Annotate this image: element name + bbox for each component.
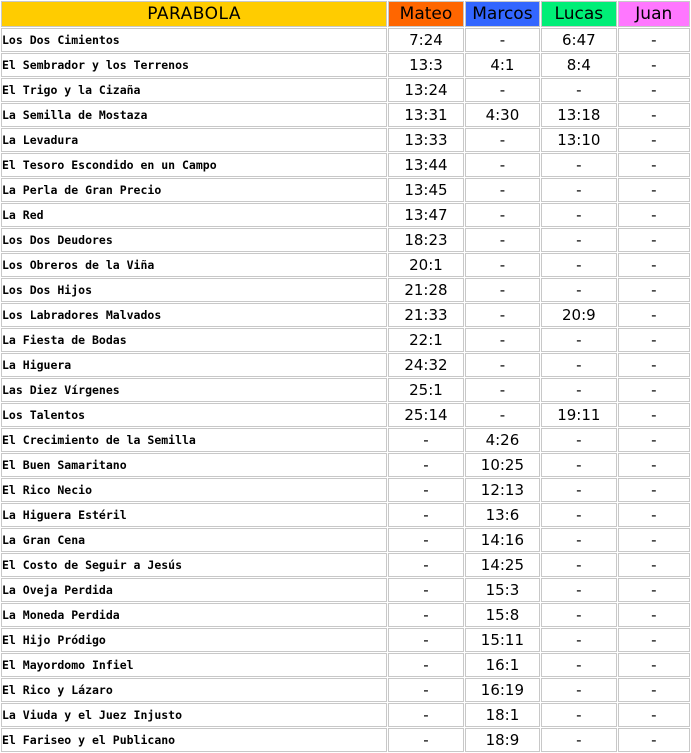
table-row xyxy=(1,703,690,727)
lucas-reference-cell: - xyxy=(541,553,616,577)
marcos-reference-cell: 15:3 xyxy=(465,578,540,602)
lucas-reference-cell: - xyxy=(541,178,616,202)
parable-name-cell: El Tesoro Escondido en un Campo xyxy=(1,153,387,177)
mateo-reference-cell: - xyxy=(388,653,463,677)
mateo-reference-cell: - xyxy=(388,578,463,602)
mateo-reference-cell: 18:23 xyxy=(388,228,463,252)
header-parable: PARABOLA xyxy=(1,1,387,27)
marcos-reference-cell: - xyxy=(465,253,540,277)
juan-reference-cell: - xyxy=(618,678,690,702)
parable-name-cell: La Red xyxy=(1,203,387,227)
mateo-reference-cell: - xyxy=(388,478,463,502)
juan-reference-cell: - xyxy=(618,253,690,277)
juan-reference-cell: - xyxy=(618,728,690,752)
juan-reference-cell: - xyxy=(618,53,690,77)
marcos-reference-cell: - xyxy=(465,403,540,427)
lucas-reference-cell: - xyxy=(541,503,616,527)
marcos-reference-cell: - xyxy=(465,278,540,302)
juan-reference-cell: - xyxy=(618,328,690,352)
mateo-reference-cell: - xyxy=(388,628,463,652)
table-row xyxy=(1,528,690,552)
mateo-reference-cell: 13:31 xyxy=(388,103,463,127)
table-row xyxy=(1,153,690,177)
lucas-reference-cell: - xyxy=(541,78,616,102)
table-row xyxy=(1,253,690,277)
parable-name-cell: La Perla de Gran Precio xyxy=(1,178,387,202)
table-row xyxy=(1,103,690,127)
parable-name-cell: La Moneda Perdida xyxy=(1,603,387,627)
juan-reference-cell: - xyxy=(618,478,690,502)
juan-reference-cell: - xyxy=(618,653,690,677)
mateo-reference-cell: 13:24 xyxy=(388,78,463,102)
lucas-reference-cell: - xyxy=(541,603,616,627)
juan-reference-cell: - xyxy=(618,353,690,377)
lucas-reference-cell: - xyxy=(541,528,616,552)
juan-reference-cell: - xyxy=(618,28,690,52)
mateo-reference-cell: - xyxy=(388,553,463,577)
header-marcos: Marcos xyxy=(465,1,540,27)
parable-name-cell: La Oveja Perdida xyxy=(1,578,387,602)
parable-name-cell: La Higuera Estéril xyxy=(1,503,387,527)
marcos-reference-cell: - xyxy=(465,78,540,102)
parable-name-cell: La Gran Cena xyxy=(1,528,387,552)
table-row xyxy=(1,53,690,77)
parable-name-cell: Los Obreros de la Viña xyxy=(1,253,387,277)
header-juan: Juan xyxy=(618,1,690,27)
parable-name-cell: El Rico Necio xyxy=(1,478,387,502)
marcos-reference-cell: - xyxy=(465,28,540,52)
lucas-reference-cell: - xyxy=(541,428,616,452)
lucas-reference-cell: 20:9 xyxy=(541,303,616,327)
juan-reference-cell: - xyxy=(618,428,690,452)
table-row xyxy=(1,203,690,227)
mateo-reference-cell: 21:28 xyxy=(388,278,463,302)
mateo-reference-cell: 25:14 xyxy=(388,403,463,427)
marcos-reference-cell: 14:25 xyxy=(465,553,540,577)
lucas-reference-cell: 13:18 xyxy=(541,103,616,127)
table-row xyxy=(1,178,690,202)
parable-name-cell: La Semilla de Mostaza xyxy=(1,103,387,127)
parable-name-cell: Los Dos Cimientos xyxy=(1,28,387,52)
parable-name-cell: El Rico y Lázaro xyxy=(1,678,387,702)
marcos-reference-cell: - xyxy=(465,303,540,327)
parable-name-cell: Los Dos Hijos xyxy=(1,278,387,302)
table-row xyxy=(1,553,690,577)
lucas-reference-cell: - xyxy=(541,353,616,377)
parable-name-cell: La Levadura xyxy=(1,128,387,152)
table-row xyxy=(1,728,690,752)
lucas-reference-cell: - xyxy=(541,728,616,752)
parable-name-cell: La Fiesta de Bodas xyxy=(1,328,387,352)
parable-name-cell: El Sembrador y los Terrenos xyxy=(1,53,387,77)
marcos-reference-cell: 14:16 xyxy=(465,528,540,552)
juan-reference-cell: - xyxy=(618,153,690,177)
lucas-reference-cell: - xyxy=(541,628,616,652)
table-row xyxy=(1,353,690,377)
lucas-reference-cell: - xyxy=(541,653,616,677)
marcos-reference-cell: 15:11 xyxy=(465,628,540,652)
marcos-reference-cell: 16:1 xyxy=(465,653,540,677)
mateo-reference-cell: - xyxy=(388,703,463,727)
juan-reference-cell: - xyxy=(618,578,690,602)
mateo-reference-cell: - xyxy=(388,678,463,702)
lucas-reference-cell: - xyxy=(541,153,616,177)
parable-name-cell: Los Labradores Malvados xyxy=(1,303,387,327)
table-row xyxy=(1,503,690,527)
lucas-reference-cell: - xyxy=(541,328,616,352)
marcos-reference-cell: 18:1 xyxy=(465,703,540,727)
juan-reference-cell: - xyxy=(618,78,690,102)
header-lucas: Lucas xyxy=(541,1,616,27)
juan-reference-cell: - xyxy=(618,128,690,152)
lucas-reference-cell: - xyxy=(541,378,616,402)
juan-reference-cell: - xyxy=(618,228,690,252)
parable-name-cell: Los Talentos xyxy=(1,403,387,427)
juan-reference-cell: - xyxy=(618,628,690,652)
juan-reference-cell: - xyxy=(618,403,690,427)
lucas-reference-cell: - xyxy=(541,278,616,302)
marcos-reference-cell: 15:8 xyxy=(465,603,540,627)
juan-reference-cell: - xyxy=(618,553,690,577)
marcos-reference-cell: 13:6 xyxy=(465,503,540,527)
lucas-reference-cell: 13:10 xyxy=(541,128,616,152)
mateo-reference-cell: 7:24 xyxy=(388,28,463,52)
marcos-reference-cell: - xyxy=(465,128,540,152)
lucas-reference-cell: 19:11 xyxy=(541,403,616,427)
table-row xyxy=(1,603,690,627)
marcos-reference-cell: 18:9 xyxy=(465,728,540,752)
parable-name-cell: Los Dos Deudores xyxy=(1,228,387,252)
marcos-reference-cell: 4:1 xyxy=(465,53,540,77)
juan-reference-cell: - xyxy=(618,278,690,302)
marcos-reference-cell: 10:25 xyxy=(465,453,540,477)
lucas-reference-cell: 6:47 xyxy=(541,28,616,52)
marcos-reference-cell: - xyxy=(465,228,540,252)
lucas-reference-cell: - xyxy=(541,253,616,277)
parable-name-cell: El Buen Samaritano xyxy=(1,453,387,477)
table-row xyxy=(1,678,690,702)
table-body xyxy=(1,28,690,752)
mateo-reference-cell: 13:45 xyxy=(388,178,463,202)
parable-name-cell: La Viuda y el Juez Injusto xyxy=(1,703,387,727)
juan-reference-cell: - xyxy=(618,203,690,227)
table-row xyxy=(1,278,690,302)
parable-name-cell: El Costo de Seguir a Jesús xyxy=(1,553,387,577)
lucas-reference-cell: - xyxy=(541,578,616,602)
table-row xyxy=(1,228,690,252)
mateo-reference-cell: - xyxy=(388,428,463,452)
juan-reference-cell: - xyxy=(618,178,690,202)
table-row xyxy=(1,628,690,652)
table-row xyxy=(1,78,690,102)
table-row xyxy=(1,328,690,352)
parable-name-cell: El Trigo y la Cizaña xyxy=(1,78,387,102)
juan-reference-cell: - xyxy=(618,703,690,727)
marcos-reference-cell: 12:13 xyxy=(465,478,540,502)
marcos-reference-cell: - xyxy=(465,203,540,227)
lucas-reference-cell: 8:4 xyxy=(541,53,616,77)
lucas-reference-cell: - xyxy=(541,703,616,727)
mateo-reference-cell: 13:47 xyxy=(388,203,463,227)
mateo-reference-cell: 22:1 xyxy=(388,328,463,352)
marcos-reference-cell: - xyxy=(465,378,540,402)
table-row xyxy=(1,403,690,427)
marcos-reference-cell: 16:19 xyxy=(465,678,540,702)
parable-name-cell: El Crecimiento de la Semilla xyxy=(1,428,387,452)
lucas-reference-cell: - xyxy=(541,453,616,477)
juan-reference-cell: - xyxy=(618,603,690,627)
lucas-reference-cell: - xyxy=(541,228,616,252)
table-row xyxy=(1,453,690,477)
header-row xyxy=(1,1,690,27)
table-row xyxy=(1,653,690,677)
juan-reference-cell: - xyxy=(618,303,690,327)
marcos-reference-cell: - xyxy=(465,328,540,352)
mateo-reference-cell: 13:44 xyxy=(388,153,463,177)
mateo-reference-cell: 20:1 xyxy=(388,253,463,277)
marcos-reference-cell: 4:30 xyxy=(465,103,540,127)
table-row xyxy=(1,378,690,402)
header-mateo: Mateo xyxy=(388,1,463,27)
mateo-reference-cell: 13:3 xyxy=(388,53,463,77)
marcos-reference-cell: - xyxy=(465,353,540,377)
mateo-reference-cell: - xyxy=(388,503,463,527)
lucas-reference-cell: - xyxy=(541,203,616,227)
table-row xyxy=(1,28,690,52)
mateo-reference-cell: 13:33 xyxy=(388,128,463,152)
mateo-reference-cell: - xyxy=(388,528,463,552)
juan-reference-cell: - xyxy=(618,453,690,477)
table-row xyxy=(1,128,690,152)
parable-name-cell: La Higuera xyxy=(1,353,387,377)
mateo-reference-cell: 21:33 xyxy=(388,303,463,327)
parable-name-cell: Las Diez Vírgenes xyxy=(1,378,387,402)
marcos-reference-cell: 4:26 xyxy=(465,428,540,452)
marcos-reference-cell: - xyxy=(465,153,540,177)
juan-reference-cell: - xyxy=(618,103,690,127)
lucas-reference-cell: - xyxy=(541,478,616,502)
table-row xyxy=(1,303,690,327)
table-row xyxy=(1,478,690,502)
marcos-reference-cell: - xyxy=(465,178,540,202)
juan-reference-cell: - xyxy=(618,378,690,402)
mateo-reference-cell: 24:32 xyxy=(388,353,463,377)
table-row xyxy=(1,428,690,452)
juan-reference-cell: - xyxy=(618,503,690,527)
mateo-reference-cell: - xyxy=(388,453,463,477)
juan-reference-cell: - xyxy=(618,528,690,552)
table-row xyxy=(1,578,690,602)
mateo-reference-cell: - xyxy=(388,728,463,752)
parable-name-cell: El Mayordomo Infiel xyxy=(1,653,387,677)
mateo-reference-cell: - xyxy=(388,603,463,627)
lucas-reference-cell: - xyxy=(541,678,616,702)
parable-name-cell: El Hijo Pródigo xyxy=(1,628,387,652)
parable-name-cell: El Fariseo y el Publicano xyxy=(1,728,387,752)
mateo-reference-cell: 25:1 xyxy=(388,378,463,402)
